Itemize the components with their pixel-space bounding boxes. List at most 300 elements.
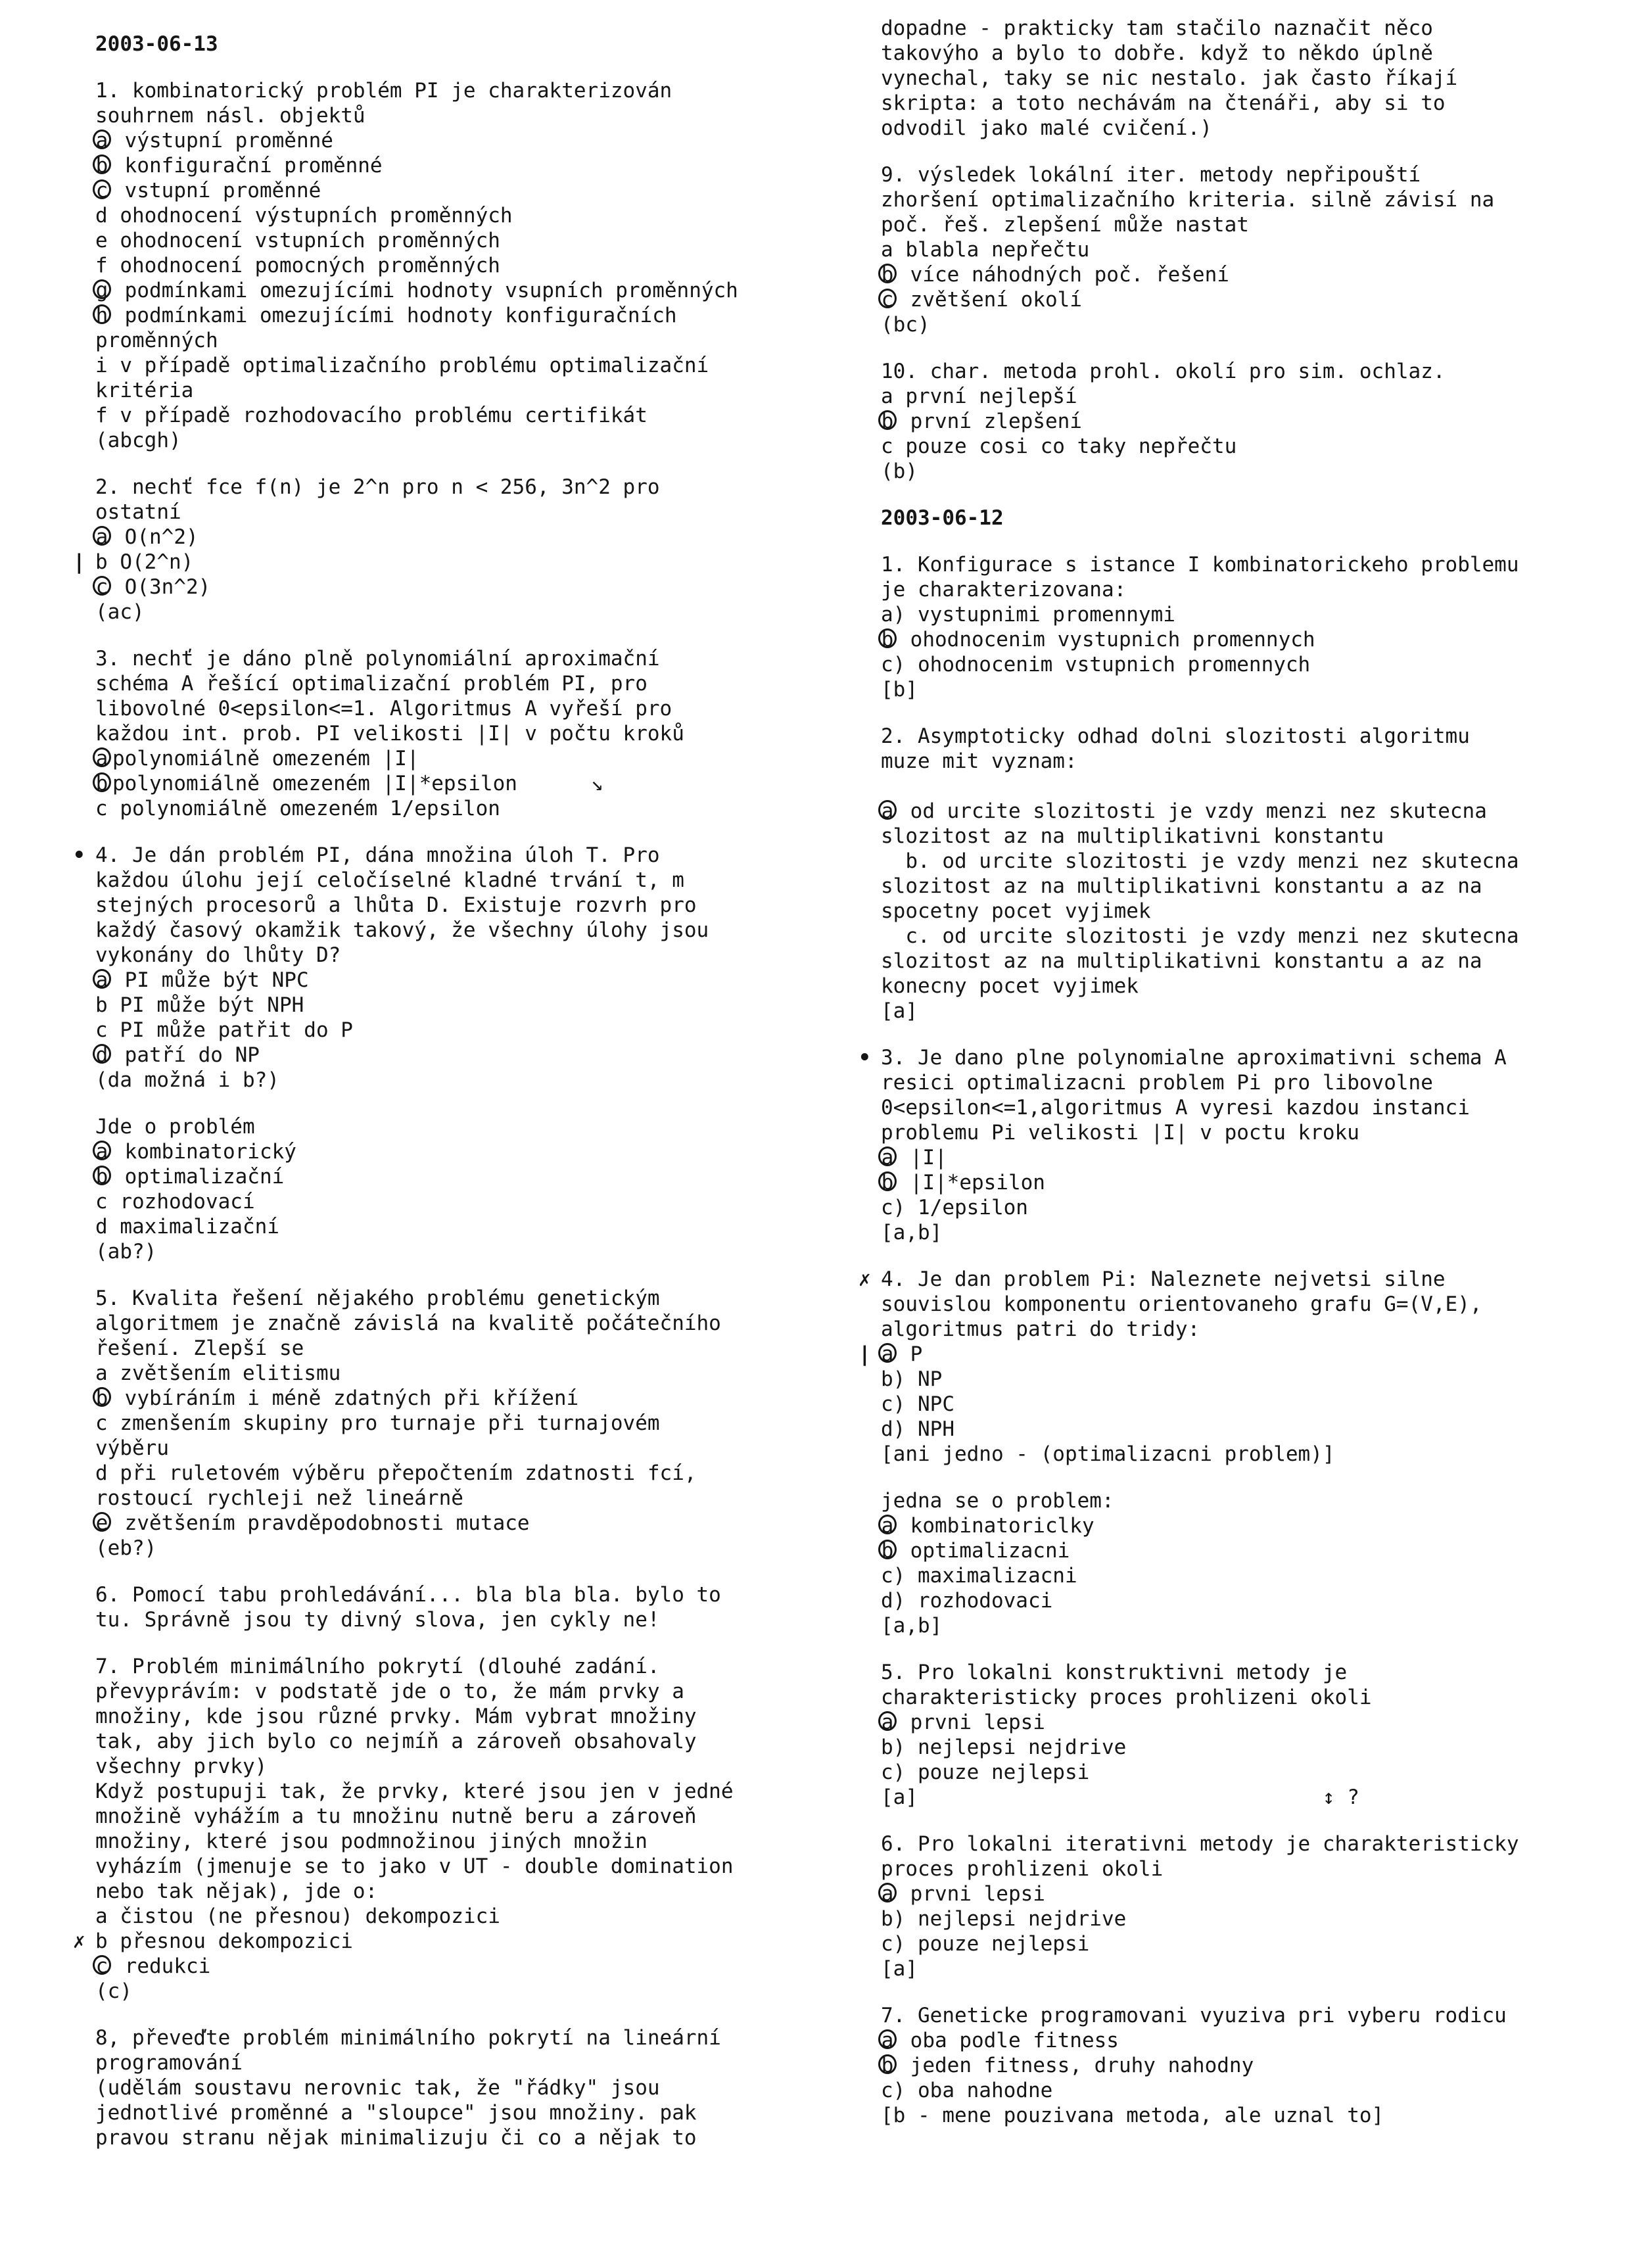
line-text: 1. kombinatorický problém PI je charakterizován: [95, 79, 672, 103]
text-line: [881, 1145, 1584, 1170]
line-text: souhrnem násl. objektů: [95, 104, 365, 128]
text-line: [95, 1068, 838, 1093]
text-line: [95, 428, 838, 453]
text-line: [881, 2103, 1584, 2128]
line-text: d při ruletovém výběru přepočtením zdatnosti fcí,: [95, 1461, 697, 1485]
text-line: [95, 178, 838, 203]
line-text: problemu Pi velikosti |I| v poctu kroku: [881, 1121, 1359, 1145]
line-text: b O(2^n): [95, 550, 194, 574]
handwritten-mark: •: [73, 843, 85, 867]
text-line: [95, 1411, 838, 1436]
line-text: jednotlivé proměnné a "sloupce" jsou množiny. pak: [95, 2101, 697, 2125]
line-gap: [881, 337, 1584, 359]
circled-answer-letter: a: [878, 1146, 897, 1166]
text-line: [881, 262, 1584, 287]
line-text: jeden fitness, druhy nahodny: [898, 2054, 1254, 2077]
line-text: 10. char. metoda prohl. okolí pro sim. ochlaz.: [881, 360, 1446, 383]
text-line: [859, 1045, 1584, 1070]
line-text: c) oba nahodne: [881, 2079, 1053, 2102]
text-line: [95, 1704, 838, 1729]
text-line: [881, 1956, 1584, 1981]
handwritten-mark: ✗: [73, 1929, 85, 1953]
line-text: tu. Správně jsou ty divný slova, jen cykly ne!: [95, 1608, 660, 1632]
text-line: [95, 968, 838, 993]
line-text: první zlepšení: [898, 410, 1082, 433]
text-line: [881, 409, 1584, 434]
text-line: [95, 378, 838, 403]
line-text: vstupní proměnné: [112, 179, 321, 202]
text-line: [881, 1095, 1584, 1120]
text-line: [881, 212, 1584, 237]
text-line: [95, 2075, 838, 2100]
text-line: [95, 1114, 838, 1139]
line-text: (da možná i b?): [95, 1068, 279, 1092]
text-line: [881, 1367, 1584, 1392]
circled-answer-letter: c: [93, 576, 111, 596]
line-gap: [95, 1632, 838, 1654]
text-line: [95, 328, 838, 353]
line-text: c zmenšením skupiny pro turnaje při turnajovém: [95, 1411, 660, 1435]
line-text: každou úlohu její celočíselné kladné trvání t, m: [95, 868, 684, 892]
circled-answer-letter: a: [878, 1711, 897, 1731]
line-text: optimalizační: [112, 1165, 285, 1189]
text-line: [881, 237, 1584, 262]
line-text: [a]: [881, 999, 918, 1023]
line-text: od urcite slozitosti je vzdy menzi nez skutecna: [898, 799, 1487, 823]
text-line: [95, 1164, 838, 1189]
line-text: optimalizacni: [898, 1539, 1070, 1563]
text-line: [881, 552, 1584, 577]
text-line: [881, 66, 1584, 91]
text-line: [95, 1018, 838, 1043]
circled-answer-letter: a: [878, 1515, 897, 1534]
line-text: vykonány do lhůty D?: [95, 943, 341, 967]
line-text: podmínkami omezujícími hodnoty vsupních proměnných: [112, 279, 738, 302]
text-line: [881, 1070, 1584, 1095]
text-line: [881, 1195, 1584, 1220]
text-line: [881, 949, 1584, 974]
text-line: [881, 2028, 1584, 2053]
circled-answer-letter: h: [93, 304, 111, 324]
text-line: [95, 1829, 838, 1854]
line-gap: [881, 141, 1584, 162]
line-gap: [95, 1093, 838, 1114]
text-line: [881, 1392, 1584, 1417]
line-text: c) pouze nejlepsi: [881, 1932, 1090, 1956]
line-text: 5. Pro lokalni konstruktivni metody je: [881, 1661, 1348, 1684]
line-text: (b): [881, 460, 918, 483]
text-line: [95, 993, 838, 1018]
text-line: [881, 1442, 1584, 1467]
text-line: [881, 91, 1584, 116]
circled-answer-letter: b: [878, 628, 897, 648]
line-text: spocetny pocet vyjimek: [881, 899, 1151, 923]
text-line: [881, 359, 1584, 384]
text-line: [95, 500, 838, 525]
circled-answer-letter: b: [878, 410, 897, 430]
line-text: skripta: a toto nechávám na čtenáři, aby si to: [881, 91, 1446, 115]
circled-answer-letter: b: [93, 1387, 111, 1407]
line-text: a zvětšením elitismu: [95, 1361, 341, 1385]
text-line: [881, 874, 1584, 899]
text-line: [881, 41, 1584, 66]
circled-answer-letter: a: [93, 526, 111, 546]
text-line: [881, 162, 1584, 187]
line-text: [a,b]: [881, 1614, 943, 1638]
circled-answer-letter: d: [93, 1044, 111, 1064]
line-text: PI může být NPC: [112, 968, 309, 992]
line-gap: [881, 1024, 1584, 1045]
text-line: [881, 1710, 1584, 1735]
text-line: [95, 1139, 838, 1164]
text-line: [881, 1906, 1584, 1931]
line-text: zvětšení okolí: [898, 288, 1082, 312]
text-line: [95, 1239, 838, 1264]
line-text: vyházím (jmenuje se to jako v UT - double domination: [95, 1855, 734, 1878]
line-text: souvislou komponentu orientovaneho grafu G=(V,E),: [881, 1292, 1482, 1316]
line-text: řešení. Zlepší se: [95, 1336, 304, 1360]
text-line: [95, 646, 838, 671]
text-line: [881, 849, 1584, 874]
text-line: [95, 1511, 838, 1536]
text-line: [881, 677, 1584, 702]
line-text: výstupní proměnné: [112, 129, 333, 153]
line-text: d) rozhodovaci: [881, 1589, 1053, 1613]
text-line: [95, 868, 838, 893]
line-text: konfigurační proměnné: [112, 154, 383, 177]
line-text: kombinatoriclky: [898, 1514, 1095, 1538]
line-text: d ohodnocení výstupních proměnných: [95, 204, 513, 227]
text-line: [95, 1043, 838, 1068]
line-text: podmínkami omezujícími hodnoty konfiguračních: [112, 304, 677, 327]
line-text: f v případě rozhodovacího problému certifikát: [95, 404, 648, 427]
line-text: 2. nechť fce f(n) je 2^n pro n < 256, 3n^2 pro: [95, 475, 660, 499]
text-line: [95, 1336, 838, 1361]
text-line: [95, 1189, 838, 1214]
line-text: schéma A řešící optimalizační problém PI, pro: [95, 672, 648, 696]
text-line: [881, 1685, 1584, 1710]
line-text: množiny, kde jsou různé prvky. Mám vybrat množiny: [95, 1705, 697, 1728]
line-text: P: [898, 1342, 923, 1366]
line-gap: [881, 1810, 1584, 1831]
line-text: c) NPC: [881, 1392, 954, 1416]
text-line: [95, 1582, 838, 1607]
text-line: [95, 1879, 838, 1904]
text-line: [95, 575, 838, 600]
text-line: [95, 1979, 838, 2004]
line-text: b. od urcite slozitosti je vzdy menzi nez skutecna: [881, 849, 1519, 873]
section-date-heading: [95, 32, 838, 57]
line-text: [a,b]: [881, 1221, 943, 1244]
line-text: Když postupuji tak, že prvky, které jsou jen v jedné: [95, 1780, 734, 1803]
circled-answer-letter: a: [93, 747, 111, 767]
line-text: (abcgh): [95, 429, 181, 452]
line-gap: [95, 1264, 838, 1286]
text-line: [881, 627, 1584, 652]
text-line: [881, 2003, 1584, 2028]
line-text: b) nejlepsi nejdrive: [881, 1907, 1127, 1931]
line-gap: [881, 1245, 1584, 1267]
line-text: c) 1/epsilon: [881, 1196, 1028, 1219]
text-line: [95, 1804, 838, 1829]
text-line: [95, 1436, 838, 1461]
text-line: [881, 974, 1584, 999]
line-text: kritéria: [95, 379, 194, 402]
text-line: [881, 1220, 1584, 1245]
handwritten-mark: •: [859, 1046, 871, 1070]
line-text: převyprávím: v podstatě jde o to, že mám prvky a: [95, 1680, 684, 1703]
line-text: |I|: [898, 1146, 947, 1169]
line-text: proměnných: [95, 329, 218, 352]
line-text: oba podle fitness: [898, 2029, 1119, 2052]
text-line: [881, 1292, 1584, 1317]
text-line: [881, 577, 1584, 602]
circled-answer-letter: g: [93, 279, 111, 299]
line-text: redukci: [112, 1954, 211, 1978]
line-text: e ohodnocení vstupních proměnných: [95, 229, 500, 252]
line-text: a první nejlepší: [881, 385, 1077, 408]
text-line: [95, 721, 838, 746]
text-line: [881, 1563, 1584, 1588]
line-text: kombinatorický: [112, 1140, 296, 1164]
line-text: [a]: [881, 1957, 918, 1981]
line-text: polynomiálně omezeném |I|: [112, 747, 419, 770]
text-line: [95, 1954, 838, 1979]
text-line: [95, 1486, 838, 1511]
circled-answer-letter: a: [93, 1141, 111, 1160]
line-text: vybíráním i méně zdatných při křížení: [112, 1386, 579, 1410]
line-gap: [881, 1981, 1584, 2003]
circled-answer-letter: a: [93, 130, 111, 149]
line-text: takovýho a bylo to dobře. když to někdo úplně: [881, 41, 1433, 65]
line-text: resici optimalizacni problem Pi pro libovolne: [881, 1071, 1433, 1095]
line-text: 3. Je dano plne polynomialne aproximativni schema A: [881, 1046, 1507, 1070]
text-line: [95, 943, 838, 968]
text-line: [881, 1488, 1584, 1513]
line-text: (c): [95, 1979, 132, 2003]
text-line: [881, 287, 1584, 312]
circled-answer-letter: a: [878, 2029, 897, 2049]
line-text: c) maximalizacni: [881, 1564, 1077, 1588]
right-column: [859, 16, 1584, 2128]
text-line: [95, 228, 838, 253]
line-text: programování: [95, 2051, 243, 2075]
line-text: 8, převeďte problém minimálního pokrytí na lineární: [95, 2026, 721, 2050]
text-line: [95, 600, 838, 625]
line-text: ohodnocenim vystupnich promennych: [898, 628, 1315, 651]
text-line: [95, 78, 838, 103]
text-line: [95, 1854, 838, 1879]
line-text: (eb?): [95, 1536, 157, 1560]
text-line: [881, 1417, 1584, 1442]
text-line: [95, 2125, 838, 2150]
text-line: [95, 303, 838, 328]
text-line: [95, 153, 838, 178]
text-line: [881, 16, 1584, 41]
text-line: [95, 1386, 838, 1411]
text-line: [881, 1120, 1584, 1145]
text-line: [881, 1588, 1584, 1613]
line-text: každý časový okamžik takový, že všechny úlohy jsou: [95, 918, 709, 942]
text-line: [95, 1311, 838, 1336]
text-line: [73, 1929, 838, 1954]
line-text: (bc): [881, 313, 930, 337]
line-text: všechny prvky): [95, 1755, 268, 1778]
circled-answer-letter: c: [93, 179, 111, 199]
line-text: d maximalizační: [95, 1215, 279, 1239]
line-text: každou int. prob. PI velikosti |I| v počtu kroků: [95, 722, 684, 745]
text-line: [95, 403, 838, 428]
text-line: [881, 899, 1584, 924]
text-line: [881, 1317, 1584, 1342]
text-line: [95, 103, 838, 128]
line-text: zhoršení optimalizačního kriteria. silně závisí na: [881, 188, 1495, 212]
text-line: [881, 116, 1584, 141]
line-text: 6. Pro lokalni iterativni metody je charakteristicky: [881, 1832, 1519, 1856]
line-gap: [881, 1638, 1584, 1660]
line-text: 4. Je dán problém PI, dána množina úloh T. Pro: [95, 843, 660, 867]
text-line: [881, 459, 1584, 484]
line-text: c rozhodovací: [95, 1190, 255, 1214]
line-text: |I|*epsilon: [898, 1171, 1045, 1194]
line-text: a čistou (ne přesnou) dekompozici: [95, 1904, 500, 1928]
text-line: [881, 999, 1584, 1024]
handwritten-mark: ✗: [859, 1267, 871, 1291]
line-text: charakteristicky proces prohlizeni okoli: [881, 1686, 1372, 1709]
line-text: více náhodných poč. řešení: [898, 263, 1229, 287]
line-text: patří do NP: [112, 1043, 260, 1067]
line-text: c PI může patřit do P: [95, 1018, 353, 1042]
line-text: prvni lepsi: [898, 1882, 1045, 1906]
text-line: [95, 893, 838, 918]
line-text: (ab?): [95, 1240, 157, 1264]
text-line: [881, 1931, 1584, 1956]
line-gap: [95, 821, 838, 843]
line-text: (udělám soustavu nerovnic tak, že "řádky" jsou: [95, 2076, 660, 2100]
line-text: odvodil jako malé cvičení.): [881, 116, 1212, 140]
text-line: [73, 843, 838, 868]
line-text: 7. Problém minimálního pokrytí (dlouhé zadání.: [95, 1655, 660, 1678]
line-text: b PI může být NPH: [95, 993, 304, 1017]
handwritten-mark: |: [859, 1342, 871, 1366]
text-line: [881, 1660, 1584, 1685]
line-text: [a] ↕ ?: [881, 1785, 1359, 1809]
text-line: [881, 312, 1584, 337]
line-text: c polynomiálně omezeném 1/epsilon: [95, 797, 500, 820]
line-text: [881, 774, 905, 798]
line-text: b přesnou dekompozici: [95, 1929, 353, 1953]
line-text: polynomiálně omezeném |I|*epsilon ↘: [112, 772, 603, 795]
text-line: [95, 1214, 838, 1239]
text-line: [881, 824, 1584, 849]
text-line: [95, 1754, 838, 1779]
text-line: [881, 384, 1584, 409]
line-text: f ohodnocení pomocných proměnných: [95, 254, 500, 277]
circled-answer-letter: c: [93, 1955, 111, 1975]
handwritten-mark: |: [73, 550, 85, 574]
text-line: [95, 1654, 838, 1679]
text-line: [881, 1760, 1584, 1785]
text-line: [881, 1613, 1584, 1638]
line-gap: [881, 531, 1584, 552]
text-line: [881, 1856, 1584, 1881]
text-line: [95, 353, 838, 378]
text-line: [95, 2100, 838, 2125]
text-line: [95, 1729, 838, 1754]
line-text: [ani jedno - (optimalizacni problem)]: [881, 1442, 1335, 1466]
text-line: [881, 2053, 1584, 2078]
line-text: množině vyhážím a tu množinu nutně beru a zároveň: [95, 1805, 697, 1828]
text-line: [881, 799, 1584, 824]
line-text: d) NPH: [881, 1417, 954, 1441]
line-text: je charakterizovana:: [881, 578, 1127, 602]
line-text: c. od urcite slozitosti je vzdy menzi nez skutecna: [881, 924, 1519, 948]
circled-answer-letter: b: [93, 772, 111, 792]
text-line: [881, 602, 1584, 627]
line-text: (ac): [95, 600, 145, 624]
line-text: [b]: [881, 678, 918, 701]
text-line: [859, 1267, 1584, 1292]
text-line: [881, 1881, 1584, 1906]
text-line: [95, 671, 838, 696]
text-line: [881, 924, 1584, 949]
text-line: [95, 525, 838, 550]
text-line: [95, 475, 838, 500]
text-line: [95, 2025, 838, 2050]
text-line: [95, 696, 838, 721]
section-date-heading: [881, 506, 1584, 531]
text-line: [95, 128, 838, 153]
line-text: nebo tak nějak), jde o:: [95, 1879, 378, 1903]
line-text: i v případě optimalizačního problému optimalizační: [95, 354, 709, 377]
text-line: [95, 918, 838, 943]
text-line: [881, 1735, 1584, 1760]
circled-answer-letter: b: [93, 154, 111, 174]
text-line: [881, 749, 1584, 774]
line-text: 1. Konfigurace s istance I kombinatorickeho problemu: [881, 553, 1519, 577]
line-text: b) NP: [881, 1367, 943, 1391]
text-line: [95, 253, 838, 278]
text-line: [881, 774, 1584, 799]
circled-answer-letter: a: [878, 800, 897, 820]
line-text: ostatní: [95, 500, 181, 524]
line-gap: [95, 625, 838, 646]
circled-answer-letter: a: [878, 1343, 897, 1363]
text-line: [95, 1361, 838, 1386]
line-text: výběru: [95, 1436, 169, 1460]
line-text: množiny, které jsou podmnožinou jiných množin: [95, 1830, 648, 1853]
line-gap: [881, 702, 1584, 724]
text-line: [95, 1536, 838, 1561]
text-line: [859, 1342, 1584, 1367]
line-text: slozitost az na multiplikativni konstantu: [881, 824, 1384, 848]
line-text: muze mit vyznam:: [881, 749, 1077, 773]
line-text: 5. Kvalita řešení nějakého problému genetickým: [95, 1287, 660, 1310]
text-line: [95, 1461, 838, 1486]
line-gap: [95, 1561, 838, 1582]
text-line: [881, 187, 1584, 212]
line-text: prvni lepsi: [898, 1711, 1045, 1734]
line-text: rostoucí rychleji než lineárně: [95, 1486, 463, 1510]
line-gap: [95, 57, 838, 78]
text-line: [95, 771, 838, 796]
line-text: O(n^2): [112, 525, 199, 549]
line-text: algoritmus patri do tridy:: [881, 1317, 1200, 1341]
text-line: [881, 652, 1584, 677]
line-text: 2. Asymptoticky odhad dolni slozitosti algoritmu: [881, 724, 1470, 748]
text-line: [881, 1170, 1584, 1195]
circled-answer-letter: b: [93, 1166, 111, 1185]
